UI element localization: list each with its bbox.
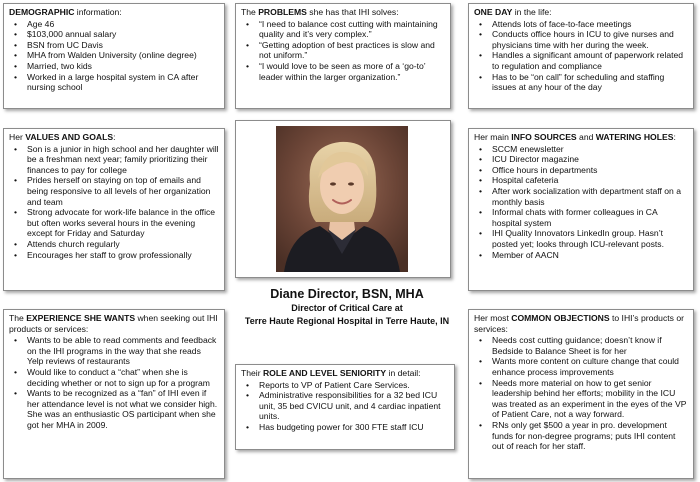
list-item: • BSN from UC Davis [9,40,219,51]
experience-heading: The EXPERIENCE SHE WANTS when seeking out IHI products or services: [9,313,218,334]
experience-list [9,335,219,430]
list-item: • Office hours in departments [474,165,688,176]
list-item: • “Getting adoption of best practices is slow and not uniform.” [241,40,445,61]
list-item: • Needs more material on how to get senior leadership behind her efforts; mobility in the ICU was treated as an experiment in the eyes of the VP of Patient Care, not a way forward. [474,378,688,420]
list-item: • After work socialization with department staff on a monthly basis [474,186,688,207]
role-seniority-list [241,380,449,433]
values-goals-heading: Her VALUES AND GOALS: [9,132,116,142]
list-item: • MHA from Walden University (online degree) [9,50,219,61]
list-item: • Handles a significant amount of paperwork related to regulation and compliance [474,50,688,71]
list-item: • Attends lots of face-to-face meetings [474,19,688,30]
list-item: • ICU Director magazine [474,154,688,165]
role-seniority-card [235,364,455,450]
list-item: • Son is a junior in high school and her daughter will be a freshman next year; family prioritizing their finances to pay for college [9,144,219,176]
list-item: • Attends church regularly [9,239,219,250]
list-item: • Conducts office hours in ICU to give nurses and physicians time with her during the week. [474,29,688,50]
list-item: • Reports to VP of Patient Care Services. [241,380,449,391]
list-item: • Wants more content on culture change that could enhance process improvements [474,356,688,377]
values-goals-card [3,128,225,291]
demographic-card [3,3,225,109]
persona-identity [236,286,458,328]
list-item: • Prides herself on staying on top of emails and being responsive to all levels of her organization and team [9,175,219,207]
list-item: • Member of AACN [474,250,688,261]
experience-card [3,309,225,479]
list-item: • Has to be “on call” for scheduling and staffing issues at any hour of the day [474,72,688,93]
list-item: • Would like to conduct a “chat” when she is deciding whether or not to sign up for a program [9,367,219,388]
list-item: • Age 46 [9,19,219,30]
info-sources-card [468,128,694,291]
one-day-card [468,3,694,109]
objections-heading: Her most COMMON OBJECTIONS to IHI’s products or services: [474,313,684,334]
one-day-list [474,19,688,93]
problems-list [241,19,445,83]
persona-title: Director of Critical Care at [291,303,403,313]
list-item: • Encourages her staff to grow professionally [9,250,219,261]
problems-card [235,3,451,109]
problems-heading: The PROBLEMS she has that IHI solves: [241,7,399,17]
list-item: • Hospital cafeteria [474,175,688,186]
list-item: • “I would love to be seen as more of a ‘go-to’ leader within the larger organization.” [241,61,445,82]
list-item: • $103,000 annual salary [9,29,219,40]
list-item: • Worked in a large hospital system in CA after nursing school [9,72,219,93]
list-item: • Wants to be recognized as a “fan” of IHI even if her attendance level is not what we consider high. She was an enthusiastic OS participant when she got her MHA in 2009. [9,388,219,430]
persona-photo-frame [235,120,451,278]
list-item: • SCCM enewsletter [474,144,688,155]
demographic-heading: DEMOGRAPHIC information: [9,7,122,17]
list-item: • Wants to be able to read comments and feedback on the IHI programs in the way that she reads Yelp reviews of restaurants [9,335,219,367]
list-item: • Has budgeting power for 300 FTE staff ICU [241,422,449,433]
persona-organization: Terre Haute Regional Hospital in Terre Haute, IN [244,316,450,326]
demographic-list [9,19,219,93]
objections-list [474,335,688,452]
role-seniority-heading: Their ROLE AND LEVEL SENIORITY in detail: [241,368,421,378]
list-item: • Married, two kids [9,61,219,72]
list-item: • Informal chats with former colleagues in CA hospital system [474,207,688,228]
info-sources-list [474,144,688,261]
list-item: • Administrative responsibilities for a 32 bed ICU unit, 35 bed CVICU unit, and 4 cardiac inpatient units. [241,390,449,422]
values-goals-list [9,144,219,261]
list-item: • Needs cost cutting guidance; doesn’t know if Bedside to Balance Sheet is for her [474,335,688,356]
persona-photo [276,126,408,272]
list-item: • Strong advocate for work-life balance in the office but often works several hours in the evening except for Friday and Saturday [9,207,219,239]
info-sources-heading: Her main INFO SOURCES and WATERING HOLES: [474,132,676,142]
objections-card [468,309,694,479]
persona-name: Diane Director, BSN, MHA [270,287,424,301]
list-item: • RNs only get $500 a year in pro. development funds for non-degree programs; puts IHI content out of reach for her staff. [474,420,688,452]
one-day-heading: ONE DAY in the life: [474,7,552,17]
list-item: • “I need to balance cost cutting with maintaining quality and it’s very complex.” [241,19,445,40]
list-item: • IHI Quality Innovators LinkedIn group. Hasn’t posted yet; looks through ICU-relevant posts. [474,228,688,249]
